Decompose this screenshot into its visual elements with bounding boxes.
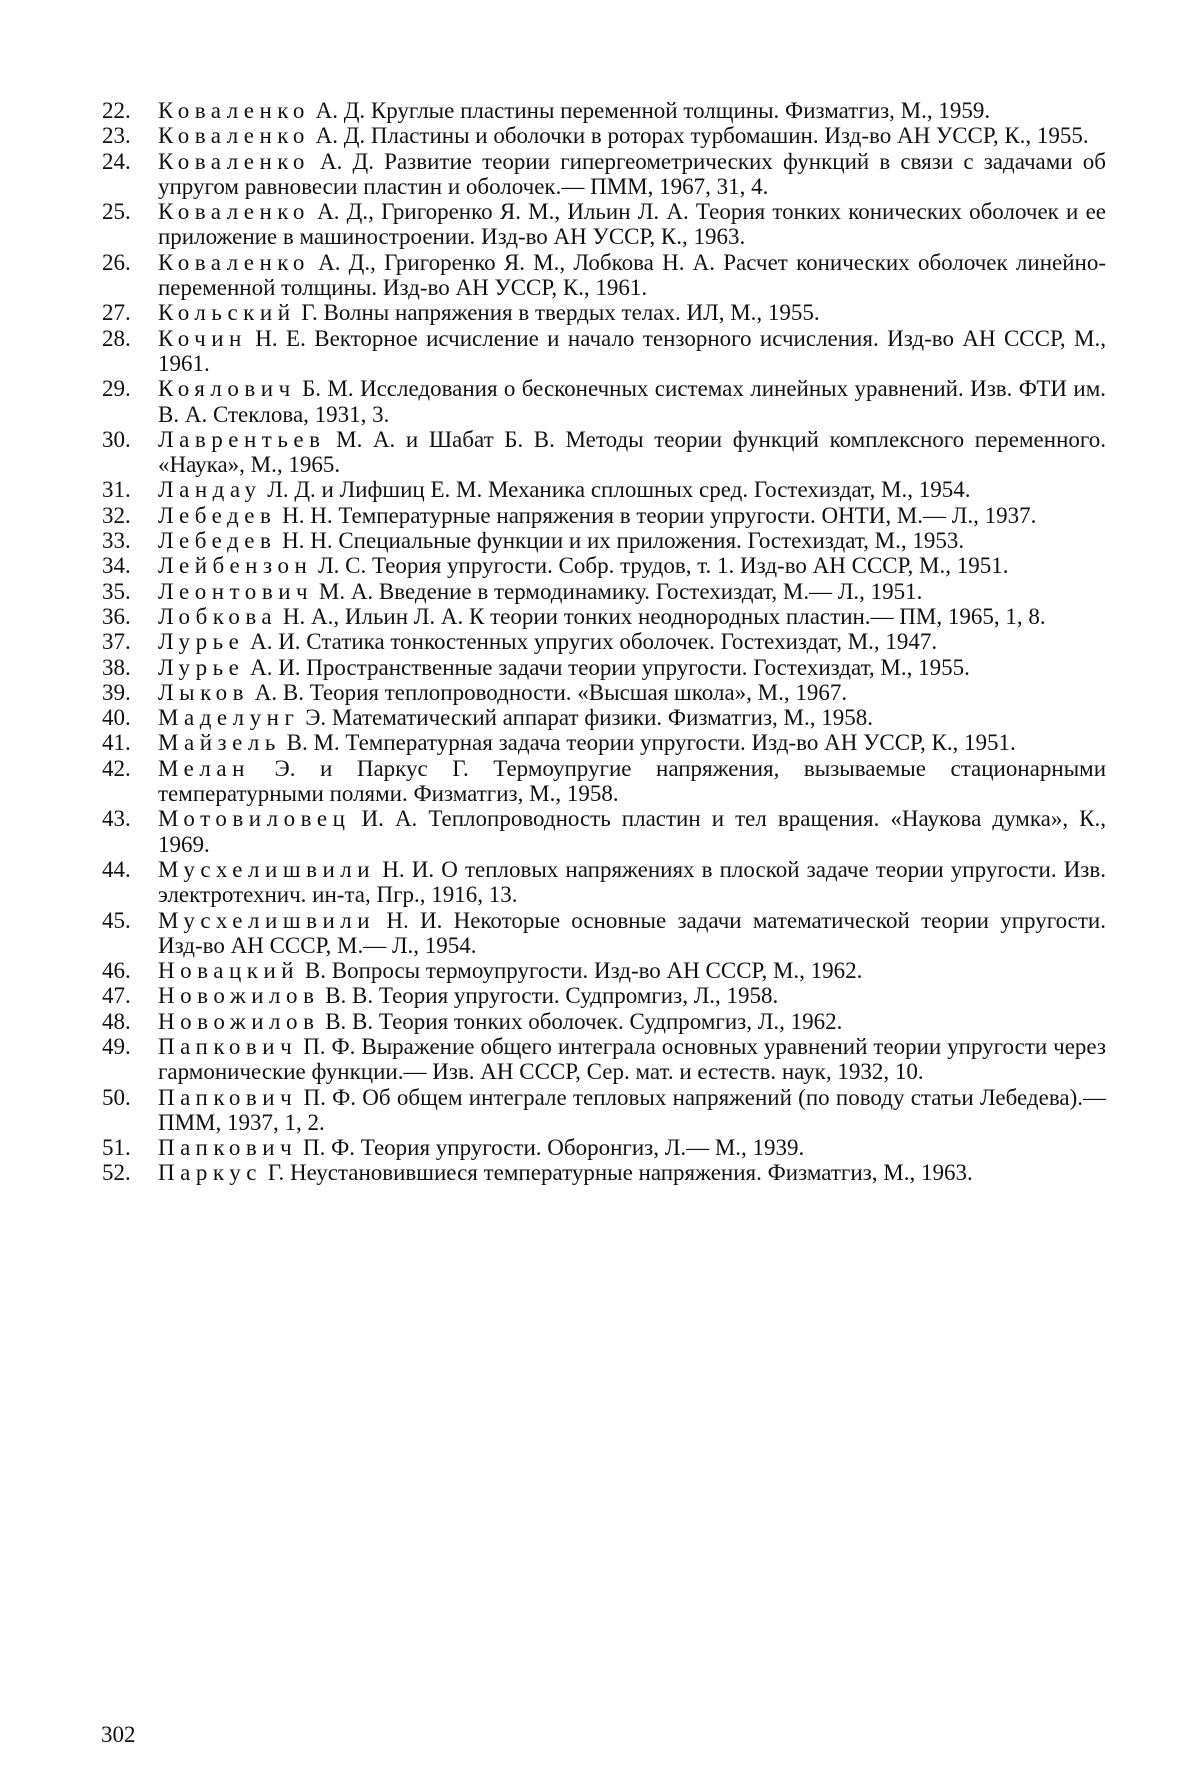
- reference-author: Кольский: [158, 300, 296, 326]
- reference-entry: [100, 477, 1106, 502]
- reference-number: 23.: [102, 123, 131, 149]
- reference-number: 26.: [102, 249, 131, 275]
- reference-author: Папкович: [158, 1084, 298, 1110]
- reference-entry: [100, 1034, 1106, 1085]
- reference-entry: [100, 958, 1106, 983]
- reference-author: Мотовиловец: [158, 806, 351, 832]
- reference-number: 27.: [102, 300, 131, 326]
- reference-text: В. Вопросы термоупругости. Изд-во АН СССР, М., 1962.: [304, 958, 863, 984]
- reference-entry: [100, 300, 1106, 325]
- reference-number: 45.: [102, 907, 131, 933]
- reference-text: Л. Д. и Лифшиц Е. М. Механика сплошных сред. Гостехиздат, М., 1954.: [267, 477, 971, 503]
- reference-text: Н. А., Ильин Л. А. К теории тонких неоднородных пластин.— ПМ, 1965, 1, 8.: [282, 603, 1046, 629]
- reference-number: 33.: [102, 528, 131, 554]
- reference-author: Ландау: [158, 477, 262, 503]
- reference-number: 30.: [102, 426, 131, 452]
- reference-entry: [100, 629, 1106, 654]
- reference-entry: [100, 427, 1106, 478]
- reference-text: А. В. Теория теплопроводности. «Высшая школа», М., 1967.: [254, 679, 848, 705]
- reference-entry: [100, 250, 1106, 301]
- reference-author: Лейбензон: [158, 553, 313, 579]
- reference-number: 50.: [102, 1084, 131, 1110]
- reference-number: 47.: [102, 983, 131, 1009]
- reference-number: 29.: [102, 376, 131, 402]
- reference-author: Паркус: [158, 1160, 262, 1186]
- reference-text: А. Д., Григоренко Я. М., Ильин Л. А. Теория тонких конических оболочек и ее приложение в машиностроении. Изд-во АН УССР, К., 1963.: [158, 199, 1107, 250]
- reference-number: 25.: [102, 199, 131, 225]
- reference-number: 37.: [102, 629, 131, 655]
- reference-entry: [100, 983, 1106, 1008]
- reference-text: Г. Неустановившиеся температурные напряжения. Физматгиз, М., 1963.: [267, 1160, 973, 1186]
- reference-entry: [100, 503, 1106, 528]
- reference-number: 36.: [102, 603, 131, 629]
- reference-author: Лобкова: [158, 603, 278, 629]
- reference-entry: [100, 655, 1106, 680]
- reference-entry: [100, 857, 1106, 908]
- reference-entry: [100, 756, 1106, 807]
- reference-number: 24.: [102, 148, 131, 174]
- reference-text: В. М. Температурная задача теории упругости. Изд-во АН УССР, К., 1951.: [286, 730, 1016, 756]
- reference-entry: [100, 1009, 1106, 1034]
- reference-text: А. Д. Пластины и оболочки в роторах турбомашин. Изд-во АН УССР, К., 1955.: [315, 123, 1089, 149]
- reference-entry: [100, 806, 1106, 857]
- reference-list: [100, 98, 1106, 1186]
- reference-number: 32.: [102, 502, 131, 528]
- reference-text: Э. и Паркус Г. Термоупругие напряжения, вызываемые стационарными температурными полями. Физматгиз, М., 1958.: [158, 755, 1107, 807]
- reference-text: Н. И. О тепловых напряжениях в плоской задаче теории упругости. Изв. электротехнич. ин-та, Пгр., 1916, 13.: [158, 856, 1106, 908]
- reference-text: Б. М. Исследования о бесконечных системах линейных уравнений. Изв. ФТИ им. В. А. Стеклова, 1931, 3.: [158, 376, 1107, 427]
- reference-number: 28.: [102, 325, 131, 351]
- reference-author: Лыков: [158, 679, 250, 705]
- reference-entry: [100, 604, 1106, 629]
- reference-author: Лебедев: [158, 502, 277, 528]
- reference-number: 38.: [102, 654, 131, 680]
- reference-number: 51.: [102, 1135, 131, 1161]
- reference-entry: [100, 1135, 1106, 1160]
- reference-author: Лаврентьев: [158, 426, 326, 452]
- reference-entry: [100, 199, 1106, 250]
- reference-text: В. В. Теория упругости. Судпромгиз, Л., 1958.: [325, 983, 779, 1009]
- reference-author: Папкович: [158, 1135, 298, 1161]
- reference-author: Маделунг: [158, 705, 300, 731]
- reference-text: Э. Математический аппарат физики. Физматгиз, М., 1958.: [305, 705, 873, 731]
- reference-entry: [100, 579, 1106, 604]
- reference-author: Майзель: [158, 730, 281, 756]
- reference-text: Н. Е. Векторное исчисление и начало тензорного исчисления. Изд-во АН СССР, М., 1961.: [158, 325, 1106, 376]
- reference-text: Н. Н. Специальные функции и их приложения. Гостехиздат, М., 1953.: [282, 528, 965, 554]
- reference-author: Леонтович: [158, 578, 314, 604]
- reference-entry: [100, 98, 1106, 123]
- reference-entry: [100, 123, 1106, 148]
- reference-author: Коваленко: [158, 199, 310, 225]
- reference-entry: [100, 1160, 1106, 1185]
- reference-text: Н. Н. Температурные напряжения в теории упругости. ОНТИ, М.— Л., 1937.: [282, 502, 1037, 528]
- reference-author: Лебедев: [158, 528, 277, 554]
- reference-text: М. А. Введение в термодинамику. Гостехиздат, М.— Л., 1951.: [318, 578, 923, 604]
- reference-entry: [100, 730, 1106, 755]
- reference-number: 39.: [102, 679, 131, 705]
- reference-entry: [100, 376, 1106, 427]
- reference-author: Папкович: [158, 1033, 298, 1059]
- reference-number: 31.: [102, 477, 131, 503]
- reference-text: Г. Волны напряжения в твердых телах. ИЛ, М., 1955.: [301, 300, 820, 326]
- reference-text: М. А. и Шабат Б. В. Методы теории функций комплексного переменного. «Наука», М., 1965.: [158, 426, 1106, 478]
- reference-author: Коялович: [158, 376, 296, 402]
- reference-author: Новацкий: [158, 958, 300, 984]
- reference-number: 48.: [102, 1008, 131, 1034]
- reference-author: Мусхелишвили: [158, 856, 376, 882]
- reference-author: Лурье: [158, 629, 245, 655]
- reference-number: 42.: [102, 755, 131, 781]
- reference-number: 52.: [102, 1160, 131, 1186]
- reference-text: И. А. Теплопроводность пластин и тел вращения. «Наукова думка», К., 1969.: [158, 806, 1107, 857]
- reference-author: Мусхелишвили: [158, 907, 376, 933]
- reference-text: Н. И. Некоторые основные задачи математической теории упругости. Изд-во АН СССР, М.— Л., 1954.: [158, 907, 1106, 958]
- reference-number: 46.: [102, 958, 131, 984]
- reference-author: Коваленко: [158, 98, 310, 123]
- reference-number: 22.: [102, 98, 131, 123]
- reference-author: Мелан: [158, 755, 250, 781]
- reference-number: 40.: [102, 705, 131, 731]
- reference-number: 49.: [102, 1033, 131, 1059]
- reference-number: 34.: [102, 553, 131, 579]
- reference-entry: [100, 149, 1106, 200]
- reference-number: 43.: [102, 806, 131, 832]
- reference-author: Кочин: [158, 325, 247, 351]
- reference-entry: [100, 528, 1106, 553]
- reference-text: А. И. Пространственные задачи теории упругости. Гостехиздат, М., 1955.: [250, 654, 970, 680]
- reference-text: А. Д. Развитие теории гипергеометрических функций в связи с задачами об упругом равновесии пластин и оболочек.— ПММ, 1967, 31, 4.: [158, 148, 1106, 199]
- page-number: 302: [101, 1722, 136, 1747]
- reference-author: Коваленко: [158, 249, 310, 275]
- reference-text: А. Д. Круглые пластины переменной толщины. Физматгиз, М., 1959.: [315, 98, 991, 123]
- reference-author: Коваленко: [158, 148, 310, 174]
- reference-text: П. Ф. Об общем интеграле тепловых напряжений (по поводу статьи Лебедева).— ПММ, 1937, 1, 2.: [158, 1084, 1107, 1135]
- reference-entry: [100, 553, 1106, 578]
- reference-entry: [100, 680, 1106, 705]
- reference-author: Лурье: [158, 654, 245, 680]
- reference-entry: [100, 908, 1106, 959]
- reference-author: Коваленко: [158, 123, 310, 149]
- reference-text: П. Ф. Выражение общего интеграла основных уравнений теории упругости через гармонические функции.— Изв. АН СССР, Сер. мат. и естеств. наук, 1932, 10.: [158, 1033, 1106, 1085]
- reference-number: 44.: [102, 856, 131, 882]
- reference-entry: [100, 1085, 1106, 1136]
- reference-author: Новожилов: [158, 1008, 320, 1034]
- reference-entry: [100, 326, 1106, 377]
- reference-text: А. И. Статика тонкостенных упругих оболочек. Гостехиздат, М., 1947.: [250, 629, 938, 655]
- reference-text: А. Д., Григоренко Я. М., Лобкова Н. А. Расчет конических оболочек линейно-переменной толщины. Изд-во АН УССР, К., 1961.: [158, 249, 1106, 301]
- reference-text: П. Ф. Теория упругости. Оборонгиз, Л.— М., 1939.: [302, 1135, 805, 1161]
- reference-text: Л. С. Теория упругости. Собр. трудов, т. 1. Изд-во АН СССР, М., 1951.: [318, 553, 1009, 579]
- reference-text: В. В. Теория тонких оболочек. Судпромгиз, Л., 1962.: [325, 1008, 843, 1034]
- reference-author: Новожилов: [158, 983, 320, 1009]
- reference-number: 41.: [102, 730, 131, 756]
- reference-entry: [100, 705, 1106, 730]
- reference-number: 35.: [102, 578, 131, 604]
